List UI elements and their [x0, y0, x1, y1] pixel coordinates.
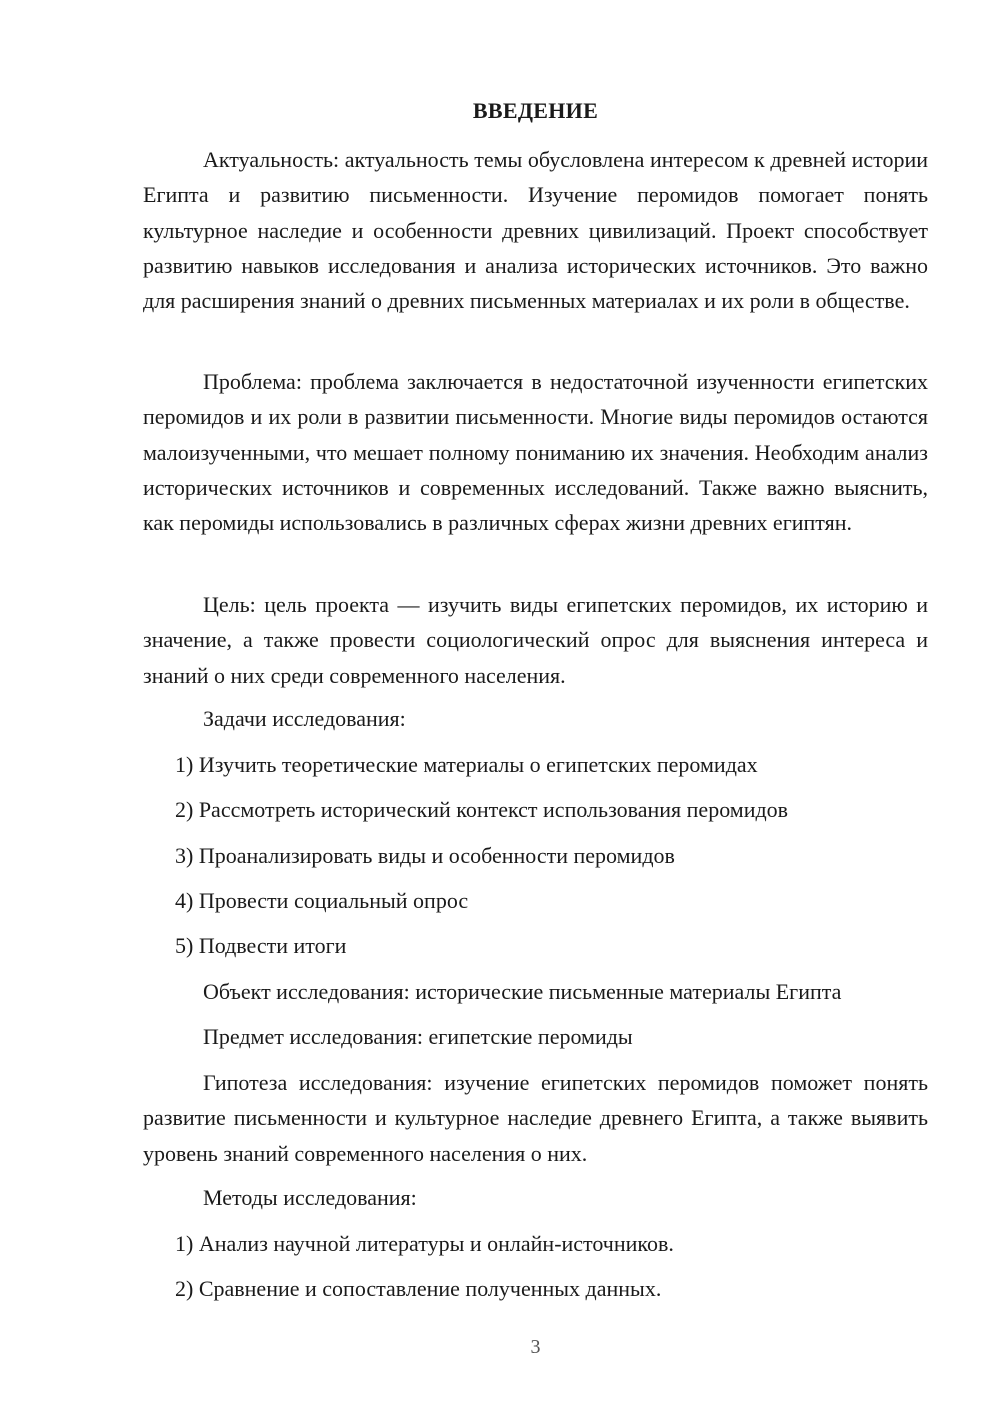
hypothesis-paragraph: Гипотеза исследования: изучение египетских перомидов поможет понять развитие письменности и культурное наследие древнего Египта, а также выявить уровень знаний современного населения о них.: [143, 1070, 928, 1166]
document-page: [143, 0, 928, 1414]
methods-label: Методы исследования:: [203, 1185, 417, 1210]
task-item-3: 3) Проанализировать виды и особенности перомидов: [175, 843, 675, 868]
method-item-2: 2) Сравнение и сопоставление полученных данных.: [175, 1276, 662, 1301]
task-item-2: 2) Рассмотреть исторический контекст использования перомидов: [175, 797, 789, 822]
problem-paragraph: Проблема: проблема заключается в недостаточной изученности египетских перомидов и их роли в развитии письменности. Многие виды перомидов остаются малоизученными, что мешает полному пониманию их значения. Необходим анализ исторических источников и современных исследований. Также важно выяснить, как перомиды использовались в различных сферах жизни древних египтян.: [143, 369, 928, 536]
task-item-5: 5) Подвести итоги: [175, 933, 347, 958]
section-heading: ВВЕДЕНИЕ: [472, 98, 599, 123]
task-item-1: 1) Изучить теоретические материалы о египетских перомидах: [175, 752, 758, 777]
method-item-1: 1) Анализ научной литературы и онлайн-источников.: [175, 1231, 674, 1256]
research-subject: Предмет исследования: египетские перомиды: [203, 1024, 633, 1049]
task-item-4: 4) Провести социальный опрос: [175, 888, 469, 913]
page-number: 3: [530, 1336, 541, 1358]
tasks-label: Задачи исследования:: [203, 706, 406, 731]
goal-paragraph: Цель: цель проекта — изучить виды египетских перомидов, их историю и значение, а также провести социологический опрос для выяснения интереса и знаний о них среди современного населения.: [143, 592, 928, 688]
relevance-paragraph: Актуальность: актуальность темы обусловлена интересом к древней истории Египта и развитию письменности. Изучение перомидов помогает понять культурное наследие и особенности древних цивилизаций. Проект способствует развитию навыков исследования и анализа исторических источников. Это важно для расширения знаний о древних письменных материалах и их роли в обществе.: [143, 147, 928, 314]
research-object: Объект исследования: исторические письменные материалы Египта: [203, 979, 842, 1004]
